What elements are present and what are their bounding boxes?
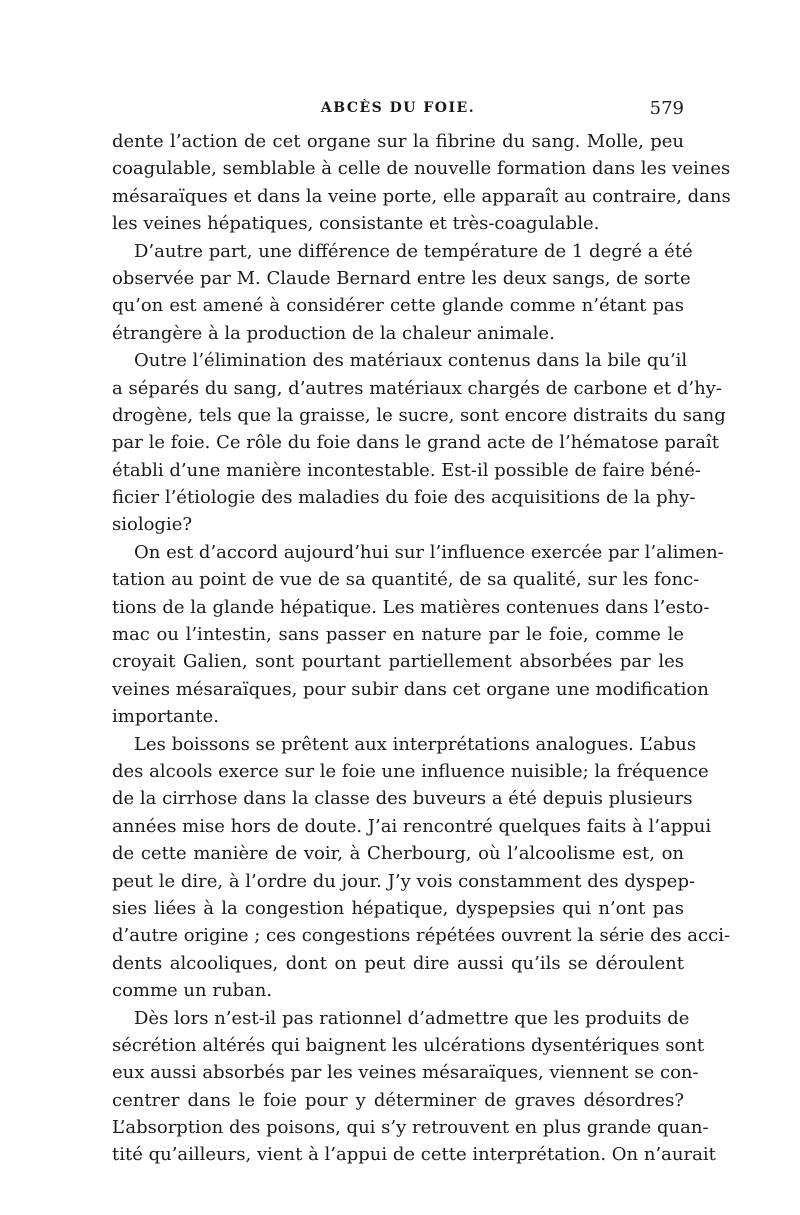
text-line: ficier l’étiologie des maladies du foie des acquisitions de la phy- (112, 487, 696, 509)
text-line: mésaraïques et dans la veine porte, elle apparaît au contraire, dans (112, 185, 731, 207)
text-line: a séparés du sang, d’autres matériaux chargés de carbone et d’hy- (112, 377, 722, 399)
text-line: les veines hépatiques, consistante et très-coagulable. (112, 213, 600, 235)
text-line: établi d’une manière incontestable. Est-il possible de faire béné- (112, 459, 701, 481)
page-number: 579 (649, 98, 684, 119)
text-line: sécrétion altérés qui baignent les ulcérations dysentériques sont (112, 1034, 705, 1056)
text-line: importante. (112, 706, 219, 728)
text-line: D’autre part, une différence de température de 1 degré a été (134, 240, 693, 262)
text-line: drogène, tels que la graisse, le sucre, sont encore distraits du sang (112, 404, 726, 426)
page-header (112, 98, 684, 122)
text-line: tité qu’ailleurs, vient à l’appui de cette interprétation. On n’aurait (112, 1144, 716, 1166)
text-line: années mise hors de doute. J’ai rencontré quelques faits à l’appui (112, 815, 712, 837)
text-line: observée par M. Claude Bernard entre les deux sangs, de sorte (112, 267, 691, 289)
text-line: On est d’accord aujourd’hui sur l’influence exercée par l’alimen- (134, 541, 724, 563)
text-line: Les boissons se prêtent aux interprétations analogues. L’abus (134, 733, 697, 755)
text-line: de la cirrhose dans la classe des buveurs a été depuis plusieurs (112, 788, 693, 810)
text-line: tation au point de vue de sa quantité, de sa qualité, sur les fonc- (112, 569, 700, 591)
text-line: siologie? (112, 514, 193, 536)
text-line: d’autre origine ; ces congestions répétées ouvrent la série des acci- (112, 925, 731, 947)
text-line: étrangère à la production de la chaleur animale. (112, 322, 555, 344)
text-line: veines mésaraïques, pour subir dans cet organe une modification (112, 678, 709, 700)
text-line: eux aussi absorbés par les veines mésaraïques, viennent se con- (112, 1062, 699, 1084)
text-line: coagulable, semblable à celle de nouvelle formation dans les veines (112, 158, 731, 180)
text-line: qu’on est amené à considérer cette glande comme n’étant pas (112, 295, 684, 317)
text-line: comme un ruban. (112, 980, 273, 1002)
text-line: Dès lors n’est-il pas rationnel d’admettre que les produits de (134, 1007, 690, 1029)
text-line: tions de la glande hépatique. Les matières contenues dans l’esto- (112, 596, 710, 618)
text-line: centrer dans le foie pour y déterminer de graves désordres? (112, 1089, 684, 1111)
text-line: des alcools exerce sur le foie une influence nuisible; la fréquence (112, 760, 709, 782)
text-line: mac ou l’intestin, sans passer en nature par le foie, comme le (112, 624, 684, 646)
text-line: Outre l’élimination des matériaux contenus dans la bile qu’il (134, 350, 688, 372)
text-line: dents alcooliques, dont on peut dire aussi qu’ils se déroulent (112, 952, 684, 974)
text-line: croyait Galien, sont pourtant partiellement absorbées par les (112, 651, 684, 673)
body-text (112, 128, 731, 1169)
text-line: sies liées à la congestion hépatique, dyspepsies qui n’ont pas (112, 897, 684, 919)
text-line: de cette manière de voir, à Cherbourg, où l’alcoolisme est, on (112, 843, 684, 865)
text-line: par le foie. Ce rôle du foie dans le grand acte de l’hématose paraît (112, 432, 719, 454)
text-line: L’absorption des poisons, qui s’y retrouvent en plus grande quan- (112, 1117, 709, 1139)
text-line: dente l’action de cet organe sur la fibrine du sang. Molle, peu (112, 131, 684, 152)
running-title: ABCÈS DU FOIE. (320, 100, 476, 116)
text-line: peut le dire, à l’ordre du jour. J’y vois constamment des dyspep- (112, 870, 696, 892)
